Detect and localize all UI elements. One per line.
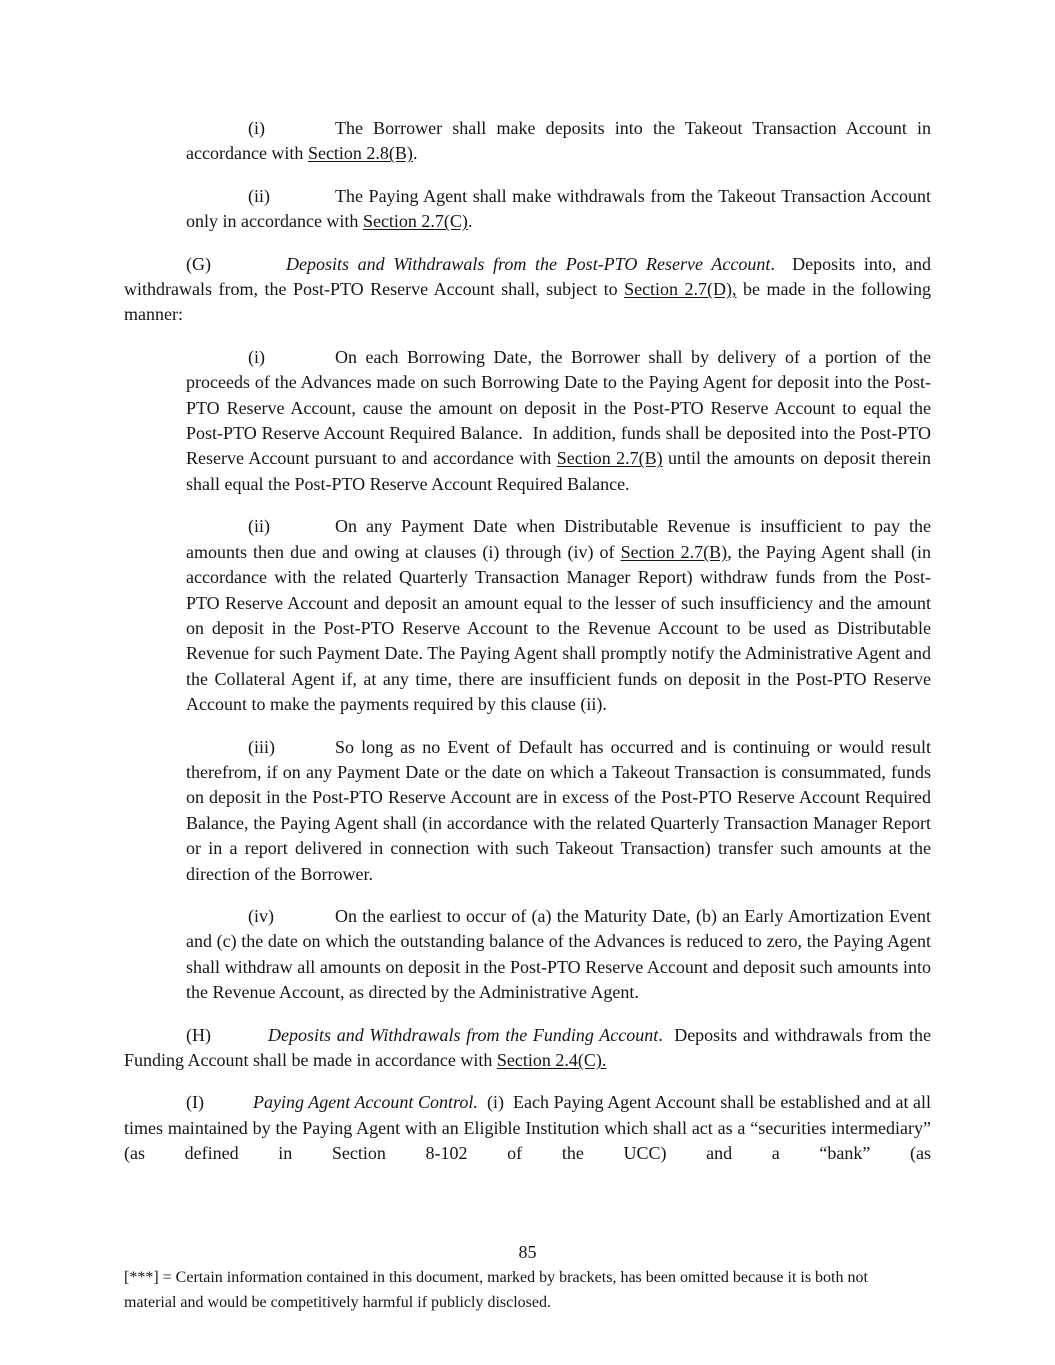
clause-text: be made in the following manner: [124, 279, 931, 325]
clause-text: , the Paying Agent shall (in accordance with the related Quarterly Transaction Manager Report) withdraw funds from the Post-PTO Reserve Account and deposit an amount equal to the lesser of such insufficiency and the amount on deposit in the Post-PTO Reserve Account to the Revenue Account to be used as Distributable Revenue for such Payment Date. The Paying Agent shall promptly notify the Administrative Agent and the Collateral Agent if, at any time, there are insufficient funds on deposit in the Post-PTO Reserve Account to make the payments required by this clause (ii). [186, 541, 931, 715]
clause-text: The Borrower shall make deposits into the Takeout Transaction Account in accordance with [186, 118, 931, 164]
clause-text: (i) Each Paying Agent Account shall be established and at all times maintained by the Paying Agent with an Eligible Institution which shall act as a “securities intermediary” (as defined in Section 8-102 of the UCC) and a “bank” (as [124, 1092, 931, 1164]
clause-text: . Deposits into, and withdrawals from, the Post-PTO Reserve Account shall, subject to [124, 253, 931, 300]
clause-text: On each Borrowing Date, the Borrower shall by delivery of a portion of the proceeds of the Advances made on such Borrowing Date to the Paying Agent for deposit into the Post-PTO Reserve Account, cause the amount on deposit in the Post-PTO Reserve Account to equal the Post-PTO Reserve Account Required Balance. In addition, funds shall be deposited into the Post-PTO Reserve Account pursuant to and accordance with [186, 346, 931, 469]
clause-text: . Deposits and withdrawals from the Funding Account shall be made in accordance with [124, 1024, 931, 1070]
clause-text: until the amounts on deposit therein shall equal the Post-PTO Reserve Account Required Balance. [186, 448, 931, 494]
clause-text: On the earliest to occur of (a) the Maturity Date, (b) an Early Amortization Event and (c) the date on which the outstanding balance of the Advances is reduced to zero, the Paying Agent shall withdraw all amounts on deposit in the Post-PTO Reserve Account and deposit such amounts into the Revenue Account, as directed by the Administrative Agent. [186, 905, 931, 1003]
section-ref: Section 2.7(D), [624, 279, 737, 300]
clause-H-funding-account [124, 1023, 931, 1074]
clause-label: (I) [186, 1092, 204, 1113]
section-ref: Section 2.8(B) [307, 143, 413, 164]
clause-label: (i) [248, 118, 265, 138]
clause-text: . [467, 211, 473, 232]
clause-label: (iv) [248, 905, 274, 926]
clause-label: (H) [186, 1024, 211, 1045]
clause-G-ii [186, 514, 931, 717]
clause-G-i [186, 345, 931, 497]
clause-text: On any Payment Date when Distributable Revenue is insufficient to pay the amounts then due and owing at clauses (i) through (iv) of [186, 516, 931, 562]
clause-heading: Paying Agent Account Control. [253, 1092, 478, 1113]
clause-heading: Deposits and Withdrawals from the Post-PTO Reserve Account [286, 253, 771, 274]
page-number: 85 [518, 1242, 537, 1262]
clause-text: . [412, 143, 418, 164]
footnote-line: [***] = Certain information contained in this document, marked by brackets, has been omitted because it is both not [124, 1269, 868, 1286]
clause-G-iv [186, 904, 931, 1006]
clause-label: (ii) [248, 516, 270, 537]
clause-text: So long as no Event of Default has occurred and is continuing or would result therefrom, if on any Payment Date or the date on which a Takeout Transaction is consummated, funds on deposit in the Post-PTO Reserve Account are in excess of the Post-PTO Reserve Account Required Balance, the Paying Agent shall (in accordance with the related Quarterly Transaction Manager Report or in a report delivered in connection with such Takeout Transaction) transfer such amounts at the direction of the Borrower. [186, 736, 931, 884]
clause-takeout-withdrawals-ii [186, 184, 931, 235]
section-ref: Section 2.7(B) [620, 541, 728, 562]
clause-takeout-deposits-i [186, 116, 931, 167]
clause-heading: Deposits and Withdrawals from the Funding Account [268, 1024, 659, 1045]
clause-I-paying-agent-account-control [124, 1090, 931, 1166]
section-ref: Section 2.4(C). [496, 1050, 607, 1070]
clause-G-post-pto-reserve [124, 252, 931, 328]
clause-label: (iii) [248, 736, 275, 757]
section-ref: Section 2.7(B) [556, 448, 663, 469]
clause-text: The Paying Agent shall make withdrawals from the Takeout Transaction Account only in accordance with [186, 185, 931, 232]
section-ref: Section 2.7(C) [362, 211, 468, 232]
footnote [124, 1266, 954, 1315]
clause-G-iii [186, 735, 931, 887]
document-body [124, 116, 931, 1184]
footnote-line: material and would be competitively harmful if publicly disclosed. [124, 1293, 551, 1311]
clause-label: (i) [248, 346, 265, 367]
clause-label: (ii) [248, 185, 270, 206]
clause-label: (G) [186, 253, 211, 274]
